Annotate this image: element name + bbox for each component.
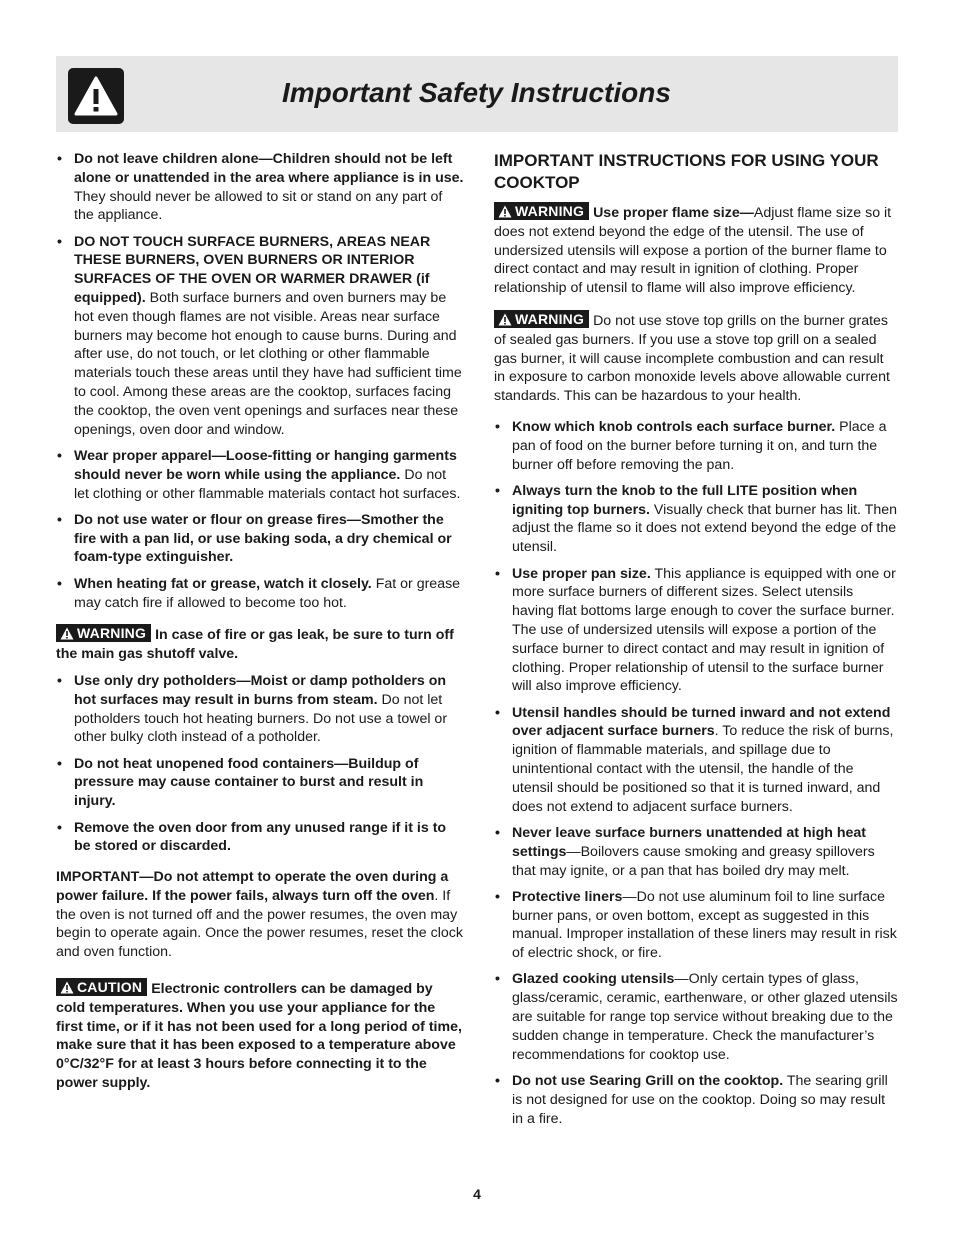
warning-triangle-icon (60, 627, 74, 640)
bullet-item: • Always turn the knob to the full LITE position when igniting top burners. Visually check that burner has lit. Then adjust the flame so it does not extend beyond the edge of the utensil. (494, 482, 898, 557)
warning-badge: WARNING (494, 202, 589, 220)
left-column (56, 150, 464, 1101)
warning-badge: WARNING (56, 624, 151, 642)
left-bullet-list-2 (56, 672, 464, 856)
warning-badge: WARNING (494, 310, 589, 328)
bullet-item: • Never leave surface burners unattended at high heat settings—Boilovers cause smoking and greasy spillovers that may ignite, or a pan that has boiled dry may melt. (494, 824, 898, 880)
page-number: 4 (473, 1186, 481, 1202)
section-heading: IMPORTANT INSTRUCTIONS FOR USING YOUR COOKTOP (494, 151, 879, 192)
bullet-item: • Remove the oven door from any unused range if it is to be stored or discarded. (56, 819, 464, 857)
bullet-item: • Know which knob controls each surface burner. Place a pan of food on the burner before turning it on, and turn the burner off before removing the pan. (494, 418, 898, 474)
important-power-failure: IMPORTANT—Do not attempt to operate the oven during a power failure. If the power fails, always turn off the oven. If the oven is not turned off and the power resumes, the oven may begin to operate again. Once the power resumes, reset the clock and oven function. (56, 869, 463, 961)
bullet-item: • Protective liners—Do not use aluminum foil to line surface burner pans, or oven bottom, except as suggested in this manual. Improper installation of these liners may result in risk of electric shock, or fire. (494, 888, 898, 963)
caution-badge: CAUTION (56, 978, 147, 996)
bullet-item: • Use only dry potholders—Moist or damp potholders on hot surfaces may result in burns from steam. Do not let potholders touch hot heating burners. Do not use a towel or other bulky cloth instead of a potholder. (56, 672, 464, 747)
right-column (494, 150, 898, 1136)
stove-grill-warning: WARNING Do not use stove top grills on the burner grates of sealed gas burners. If you use a stove top grill on a sealed gas burner, it will cause incomplete combustion and can result in exposure to carbon monoxide levels above allowable current standards. This can be hazardous to your health. (494, 310, 890, 405)
warning-triangle-icon (60, 981, 74, 994)
bullet-item: • Do not use Searing Grill on the cooktop. The searing grill is not designed for use on the cooktop. Doing so may result in a fire. (494, 1072, 898, 1128)
page-header (56, 56, 898, 132)
bullet-item: • When heating fat or grease, watch it closely. Fat or grease may catch fire if allowed to become too hot. (56, 575, 464, 613)
warning-triangle-icon (498, 205, 512, 218)
bullet-item: • Utensil handles should be turned inward and not extend over adjacent surface burners. To reduce the risk of burns, ignition of flammable materials, and spillage due to unintentional contact with the utensil, the handle of the utensil should be positioned so that it is turned inward, and does not extend to adjacent surface burners. (494, 704, 898, 817)
bullet-item: • DO NOT TOUCH SURFACE BURNERS, AREAS NEAR THESE BURNERS, OVEN BURNERS OR INTERIOR SURFACES OF THE OVEN OR WARMER DRAWER (if equipped). Both surface burners and oven burners may be hot even though flames are not visible. Areas near surface burners may become hot enough to cause burns. During and after use, do not touch, or let clothing or other flammable materials touch these areas until they have had sufficient time to cool. Among these areas are the cooktop, surfaces facing the cooktop, the oven vent openings and surfaces near these openings, oven door and window. (56, 233, 464, 440)
warning-exclamation-icon (68, 68, 124, 124)
page-title: Important Safety Instructions (282, 77, 671, 108)
flame-size-warning: WARNING Use proper flame size—Adjust flame size so it does not extend beyond the edge of the utensil. The use of undersized utensils will expose a portion of the burner flame to direct contact and may result in ignition of clothing. Proper relationship of utensil to flame will also improve efficiency. (494, 203, 892, 297)
right-bullet-list (494, 418, 898, 1128)
bullet-item: • Do not use water or flour on grease fires—Smother the fire with a pan lid, or use baking soda, a dry chemical or foam-type extinguisher. (56, 511, 464, 567)
bullet-item: • Do not leave children alone—Children should not be left alone or unattended in the area where appliance is in use. They should never be allowed to sit or stand on any part of the appliance. (56, 150, 464, 225)
fire-gas-warning (56, 624, 464, 664)
bullet-item: • Use proper pan size. This appliance is equipped with one or more surface burners of different sizes. Select utensils having flat bottoms large enough to cover the surface burner. The use of undersized utensils will expose a portion of the surface burner to direct contact and may result in ignition of clothing. Proper relationship of utensil to the surface burner will also improve efficiency. (494, 565, 898, 697)
bullet-item: • Glazed cooking utensils—Only certain types of glass, glass/ceramic, ceramic, earthenware, or other glazed utensils are suitable for range top service without breaking due to the sudden change in temperature. Check the manufacturer’s recommendations for cooktop use. (494, 970, 898, 1064)
warning-text: In case of fire or gas leak, be sure to turn off the main gas shutoff valve. (56, 627, 454, 663)
caution-text: Electronic controllers can be damaged by cold temperatures. When you use your appliance for the first time, or if it has not been used for a long period of time, make sure that it has been exposed to a temperature above 0°C/32°F for at least 3 hours before connecting it to the power supply. (56, 981, 462, 1092)
warning-triangle-icon (498, 313, 512, 326)
bullet-item: • Wear proper apparel—Loose-fitting or hanging garments should never be worn while using the appliance. Do not let clothing or other flammable materials contact hot surfaces. (56, 447, 464, 503)
caution-block (56, 978, 464, 1093)
left-bullet-list-1 (56, 150, 464, 612)
bullet-item: • Do not heat unopened food containers—Buildup of pressure may cause container to burst and result in injury. (56, 755, 464, 811)
